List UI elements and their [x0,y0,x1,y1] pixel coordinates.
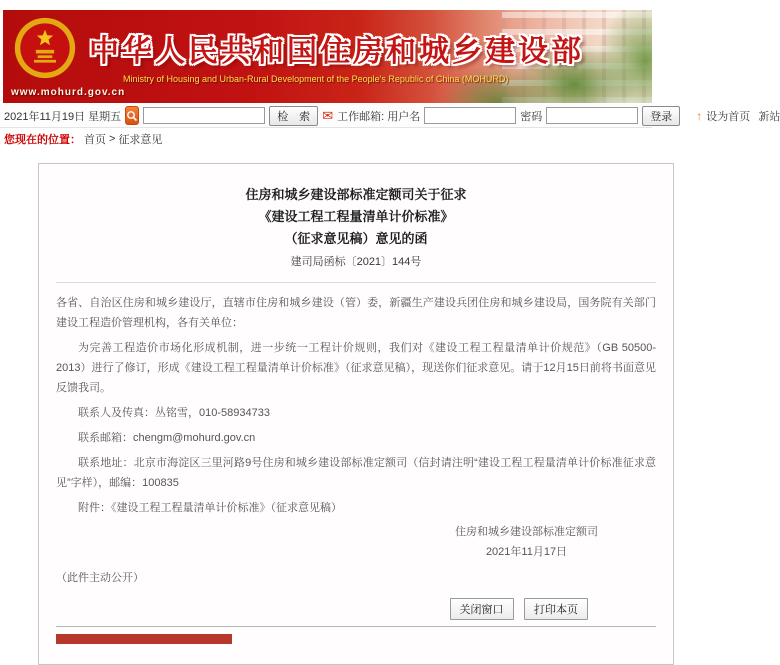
toolbar [0,104,780,128]
document-number: 建司局函标〔2021〕144号 [290,256,422,268]
paragraph-recipients: 各省、自治区住房和城乡建设厅，直辖市住房和城乡建设（管）委，新疆生产建设兵团住房和城乡建设局，国务院有关部门建设工程造价管理机构，各有关单位： [56,297,656,329]
search-button[interactable]: 检 索 [269,106,318,126]
password-label: 密码 [520,110,543,123]
set-home-icon: ↑ [696,108,703,123]
close-window-button[interactable]: 关闭窗口 [450,598,514,620]
search-input[interactable] [143,107,265,124]
site-subtitle: Ministry of Housing and Urban-Rural Development of the People's Republic of China (MOHURD) [123,74,509,84]
password-input[interactable] [546,107,638,124]
search-icon[interactable] [125,106,139,125]
national-emblem-icon [13,16,77,80]
document-body [56,293,656,518]
site-title: 中华人民共和国住房和城乡建设部 [89,35,584,68]
site-url: www.mohurd.gov.cn [11,87,126,98]
site-header [3,10,652,103]
disclosure-note: （此件主动公开） [56,572,144,584]
new-site-link[interactable]: 新站 [758,110,780,123]
breadcrumb-home-link[interactable]: 首页 [84,134,106,146]
mail-username-label: 工作邮箱: 用户名 [337,110,421,123]
footer-divider [56,626,656,627]
date-text: 2021年11月19日 星期五 [4,110,122,123]
footer-red-banner [56,634,232,644]
signature-org: 住房和城乡建设部标准定额司 [455,526,598,538]
document-title-line-3: （征求意见稿）意见的函 [284,231,428,246]
title-divider [56,282,656,283]
breadcrumb-current: 征求意见 [118,134,163,146]
signature-date: 2021年11月17日 [485,546,568,558]
mail-icon: ✉ [322,108,334,123]
username-input[interactable] [424,107,516,124]
login-button[interactable]: 登录 [642,106,680,126]
paragraph-contact-fax: 联系人及传真：丛铭雪，010-58934733 [78,407,270,419]
paragraph-contact-address: 联系地址：北京市海淀区三里河路9号住房和城乡建设部标准定额司（信封请注明“建设工程工程量清单计价标准征求意见”字样），邮编：100835 [56,457,656,489]
breadcrumb-separator: > [109,133,116,145]
paragraph-attachment: 附件：《建设工程工程量清单计价标准》（征求意见稿） [78,502,342,514]
document-actions [56,598,656,620]
document-title-line-1: 住房和城乡建设部标准定额司关于征求 [245,187,467,202]
set-home-link[interactable]: 设为首页 [706,110,751,123]
signature-block [455,522,598,562]
print-page-button[interactable]: 打印本页 [524,598,588,620]
document-title-line-2: 《建设工程工程量清单计价标准》 [258,209,454,224]
breadcrumb [0,129,652,149]
breadcrumb-label: 您现在的位置： [4,134,81,146]
paragraph-main: 为完善工程造价市场化形成机制，进一步统一工程计价规则，我们对《建设工程工程量清单计价规范》（GB 50500-2013）进行了修订，形成《建设工程工程量清单计价标准》（征求意见稿），现送你们征求意见。请于12月15日前将书面意见反馈我司。 [56,342,656,394]
paragraph-contact-email: 联系邮箱：chengm@mohurd.gov.cn [78,432,256,444]
document-panel [38,163,674,665]
